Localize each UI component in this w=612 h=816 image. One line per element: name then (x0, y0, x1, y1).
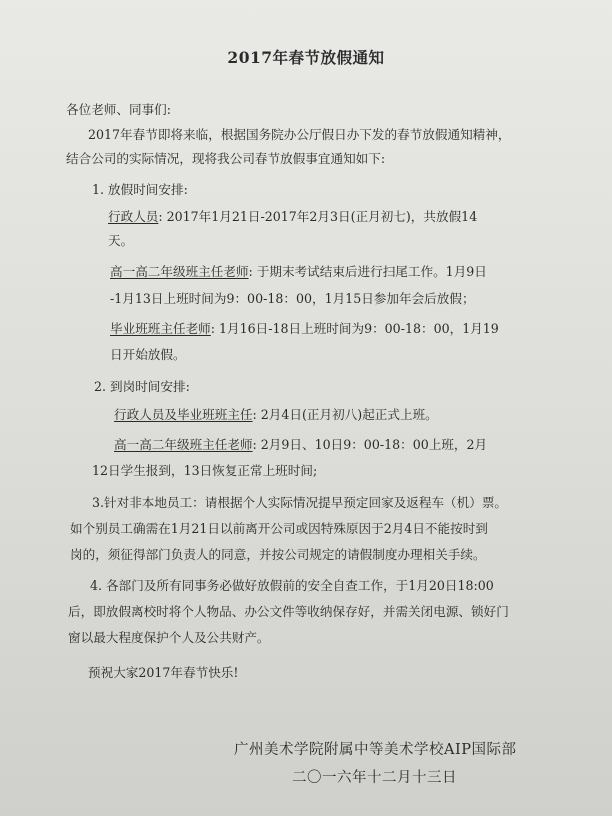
section-1-graduating (110, 321, 499, 337)
section-3-line-3: 岗的，须征得部门负责人的同意，并按公司规定的请假制度办理相关手续。 (70, 547, 486, 562)
intro-line-1: 2017年春节即将来临，根据国务院办公厅假日办下发的春节放假通知精神， (88, 127, 511, 142)
section-2-grade12 (114, 437, 487, 453)
closing-wish: 预祝大家2017年春节快乐! (88, 665, 239, 680)
section-3-line-2: 如个别员工确需在1月21日以前离开公司或因特殊原因于2月4日不能按时到 (70, 521, 488, 536)
signature-organization: 广州美术学院附属中等美术学校AIP国际部 (234, 742, 517, 758)
section-1-admin (108, 209, 477, 225)
section-3-line-1: 3.针对非本地员工：请根据个人实际情况提早预定回家及返程车（机）票。 (92, 495, 508, 510)
grade12-teachers-text: : 于期末考试结束后进行扫尾工作。1月9日 (248, 264, 487, 279)
section-1-graduating-cont: 日开始放假。 (110, 347, 186, 362)
admin-staff-text: : 2017年1月21日-2017年2月3日(正月初七)，共放假14 (158, 209, 478, 224)
section-4-line-3: 窗以最大程度保护个人及公共财产。 (68, 630, 270, 645)
section-4-line-1: 4. 各部门及所有同事务必做好放假前的安全自查工作，于1月20日18:00 (90, 578, 494, 593)
section-2-heading: 2. 到岗时间安排: (94, 379, 190, 394)
graduating-teachers-text: : 1月16日-18日上班时间为9：00-18：00，1月19 (210, 321, 499, 336)
signature-date: 二〇一六年十二月十三日 (292, 770, 457, 786)
document-title: 2017年春节放假通知 (227, 48, 385, 67)
graduating-teachers-label: 毕业班班主任老师 (110, 321, 211, 336)
section-1-grade12 (110, 264, 487, 280)
admin-graduating-text: : 2月4日(正月初八)起正式上班。 (252, 407, 438, 422)
section-2-admin (114, 407, 438, 423)
admin-staff-label: 行政人员 (108, 209, 159, 224)
intro-line-2: 结合公司的实际情况，现将我公司春节放假事宜通知如下: (66, 151, 386, 166)
greeting: 各位老师、同事们: (66, 102, 171, 117)
section-1-grade12-cont: -1月13日上班时间为9：00-18：00，1月15日参加年会后放假； (110, 291, 475, 306)
grade12-teachers-label: 高一高二年级班主任老师 (110, 264, 249, 279)
section-2-grade12-cont: 12日学生报到，13日恢复正常上班时间; (92, 463, 318, 478)
section-1-admin-cont: 天。 (108, 233, 134, 248)
admin-graduating-label: 行政人员及毕业班班主任 (114, 407, 253, 422)
section-4-line-2: 后，即放假离校时将个人物品、办公文件等收纳保存好，并需关闭电源、锁好门 (68, 604, 509, 619)
grade12-return-text: : 2月9日、10日9：00-18：00上班，2月 (252, 437, 488, 452)
section-1-heading: 1. 放假时间安排: (92, 182, 188, 197)
grade12-return-label: 高一高二年级班主任老师 (114, 437, 253, 452)
